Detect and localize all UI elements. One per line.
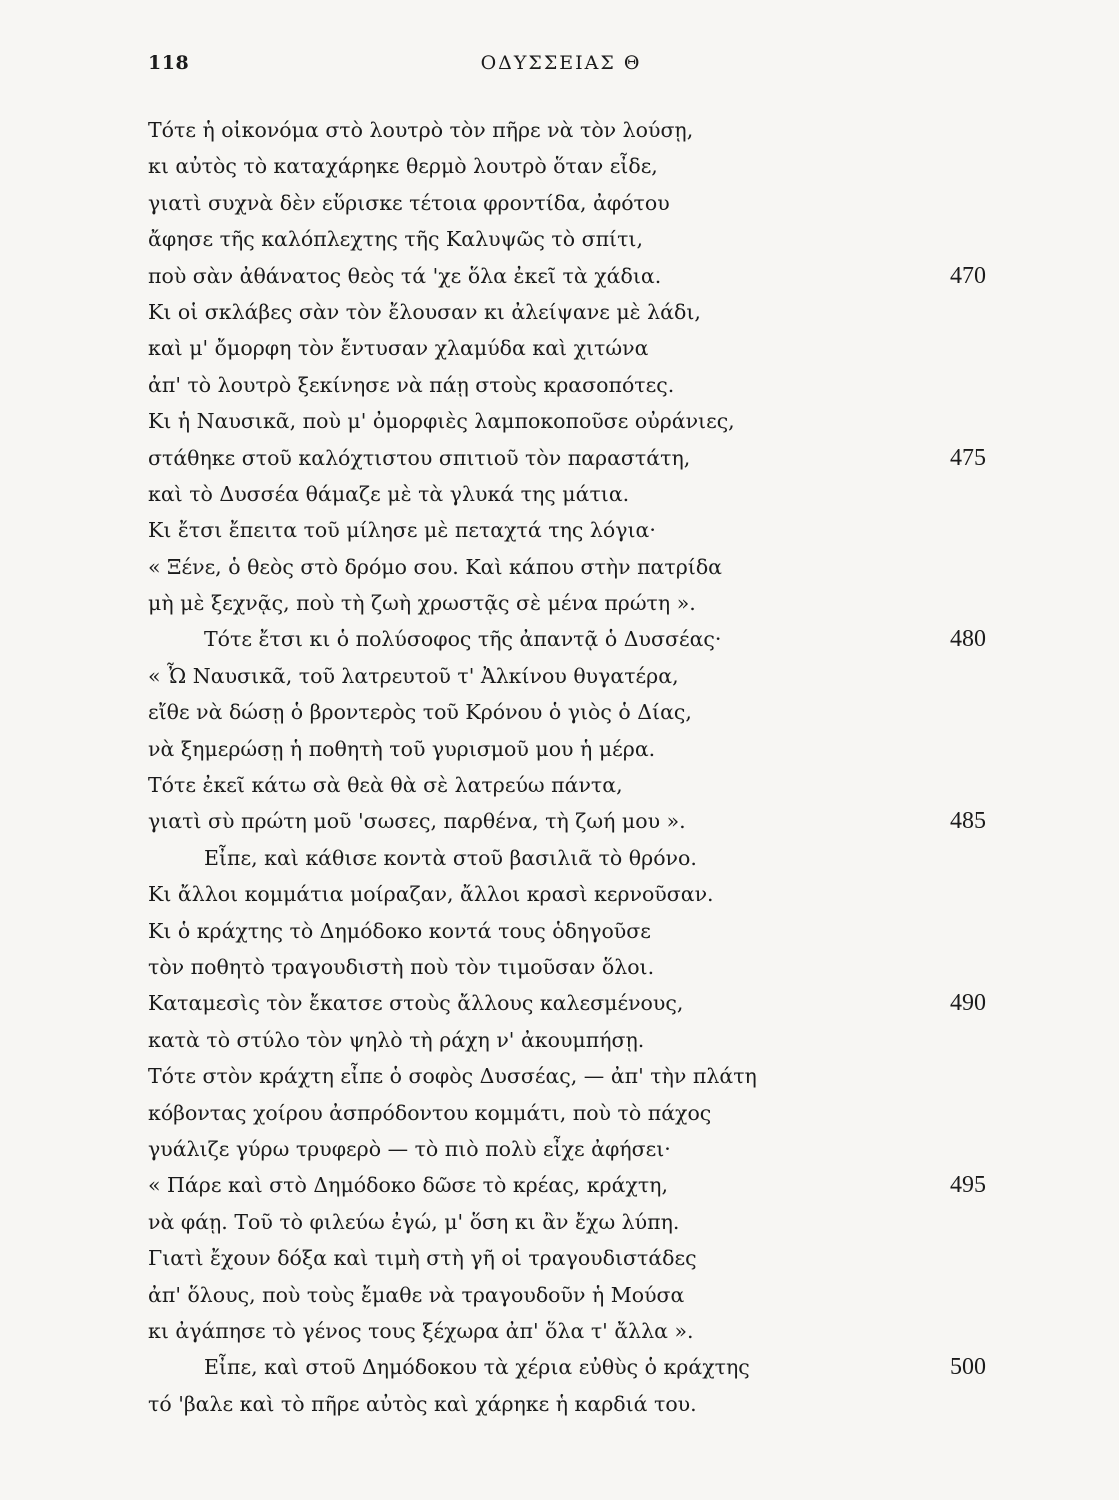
verse-text: κόβοντας χοίρου ἀσπρόδοντου κομμάτι, ποὺ τὸ πάχος <box>148 1100 712 1125</box>
verse-line <box>148 1167 986 1203</box>
verse-text: νὰ φάῃ. Τοῦ τὸ φιλεύω ἐγώ, μ' ὅση κι ἂν ἔχω λύπη. <box>148 1209 680 1234</box>
verse-text: τό 'βαλε καὶ τὸ πῆρε αὐτὸς καὶ χάρηκε ἡ καρδιά του. <box>148 1391 697 1416</box>
verse-text: Καταμεσὶς τὸν ἔκατσε στοὺς ἄλλους καλεσμένους, <box>148 991 684 1016</box>
line-number: 500 <box>950 1354 986 1381</box>
verse-text: ἀπ' ὅλους, ποὺ τοὺς ἔμαθε νὰ τραγουδοῦν ἡ Μούσα <box>148 1282 685 1307</box>
verse-text: τὸν ποθητὸ τραγουδιστὴ ποὺ τὸν τιμοῦσαν ὅλοι. <box>148 954 655 979</box>
verse-text: ἀπ' τὸ λουτρὸ ξεκίνησε νὰ πάῃ στοὺς κρασοπότες. <box>148 372 675 397</box>
verse-line <box>148 1240 986 1276</box>
verse-line <box>148 185 986 221</box>
verse-text: κατὰ τὸ στύλο τὸν ψηλὸ τὴ ράχη ν' ἀκουμπήσῃ. <box>148 1027 645 1052</box>
line-number: 480 <box>950 626 986 653</box>
verse-line <box>148 949 986 985</box>
verse-line <box>148 367 986 403</box>
verse-line <box>148 1022 986 1058</box>
verse-line <box>148 1349 986 1385</box>
verse-text: « Ὦ Ναυσικᾶ, τοῦ λατρευτοῦ τ' Ἀλκίνου θυγατέρα, <box>148 663 679 688</box>
verse-line <box>148 112 986 148</box>
verse-text: ποὺ σὰν ἀθάνατος θεὸς τά 'χε ὅλα ἐκεῖ τὰ χάδια. <box>148 263 662 288</box>
verse-text: Κι ἄλλοι κομμάτια μοίραζαν, ἄλλοι κρασὶ κερνοῦσαν. <box>148 882 714 907</box>
page-number: 118 <box>148 52 190 74</box>
running-title: ΟΔΥΣΣΕΙΑΣ Θ <box>480 52 642 74</box>
line-number: 475 <box>950 444 986 471</box>
verse-line <box>148 913 986 949</box>
verse-text: κι αὐτὸς τὸ καταχάρηκε θερμὸ λουτρὸ ὅταν εἶδε, <box>148 154 658 179</box>
verse-line <box>148 512 986 548</box>
line-number: 485 <box>950 808 986 835</box>
verse-line <box>148 840 986 876</box>
verse-text: Γιατὶ ἔχουν δόξα καὶ τιμὴ στὴ γῆ οἱ τραγουδιστάδες <box>148 1246 697 1271</box>
line-number: 490 <box>950 990 986 1017</box>
verse-text: καὶ μ' ὄμορφη τὸν ἔντυσαν χλαμύδα καὶ χιτώνα <box>148 336 649 361</box>
verse-line <box>148 1386 986 1422</box>
line-number: 470 <box>950 262 986 289</box>
verse-text: Τότε ἐκεῖ κάτω σὰ θεὰ θὰ σὲ λατρεύω πάντα, <box>148 773 623 798</box>
verse-text: κι ἀγάπησε τὸ γένος τους ξέχωρα ἀπ' ὅλα τ' ἄλλα ». <box>148 1318 694 1343</box>
verse-text: γιατὶ συχνὰ δὲν εὕρισκε τέτοια φροντίδα, ἀφότου <box>148 190 670 215</box>
verse-line <box>148 476 986 512</box>
poem-text <box>148 112 986 1422</box>
verse-line <box>148 658 986 694</box>
verse-text: εἴθε νὰ δώσῃ ὁ βροντερὸς τοῦ Κρόνου ὁ γιὸς ὁ Δίας, <box>148 700 692 725</box>
verse-line <box>148 148 986 184</box>
verse-line <box>148 549 986 585</box>
verse-line <box>148 1313 986 1349</box>
verse-text: γιατὶ σὺ πρώτη μοῦ 'σωσες, παρθένα, τὴ ζωή μου ». <box>148 809 686 834</box>
verse-text: « Ξένε, ὁ θεὸς στὸ δρόμο σου. Καὶ κάπου στὴν πατρίδα <box>148 554 723 579</box>
verse-line <box>148 585 986 621</box>
verse-text: γυάλιζε γύρω τρυφερὸ — τὸ πιὸ πολὺ εἶχε ἀφήσει· <box>148 1136 671 1161</box>
verse-text: Κι ἡ Ναυσικᾶ, ποὺ μ' ὀμορφιὲς λαμποκοποῦσε οὐράνιες, <box>148 409 735 434</box>
verse-line <box>148 694 986 730</box>
verse-line <box>148 876 986 912</box>
verse-text: Εἶπε, καὶ κάθισε κοντὰ στοῦ βασιλιᾶ τὸ θρόνο. <box>204 845 697 870</box>
verse-line <box>148 731 986 767</box>
verse-line <box>148 1204 986 1240</box>
verse-text: Τότε στὸν κράχτη εἶπε ὁ σοφὸς Δυσσέας, — ἀπ' τὴν πλάτη <box>148 1064 757 1089</box>
verse-line <box>148 1277 986 1313</box>
verse-text: στάθηκε στοῦ καλόχτιστου σπιτιοῦ τὸν παραστάτη, <box>148 445 691 470</box>
verse-text: Τότε ἔτσι κι ὁ πολύσοφος τῆς ἀπαντᾷ ὁ Δυσσέας· <box>204 627 722 652</box>
verse-line <box>148 985 986 1021</box>
verse-line <box>148 1095 986 1131</box>
verse-line <box>148 258 986 294</box>
verse-line <box>148 440 986 476</box>
verse-text: Τότε ἡ οἰκονόμα στὸ λουτρὸ τὸν πῆρε νὰ τὸν λούσῃ, <box>148 118 694 142</box>
verse-text: Κι ἔτσι ἔπειτα τοῦ μίλησε μὲ πεταχτά της λόγια· <box>148 518 656 543</box>
verse-line <box>148 1058 986 1094</box>
verse-text: « Πάρε καὶ στὸ Δημόδοκο δῶσε τὸ κρέας, κράχτη, <box>148 1173 668 1198</box>
verse-text: Κι ὁ κράχτης τὸ Δημόδοκο κοντά τους ὁδηγοῦσε <box>148 918 651 943</box>
line-number: 495 <box>950 1172 986 1199</box>
verse-text: καὶ τὸ Δυσσέα θάμαζε μὲ τὰ γλυκά της μάτια. <box>148 481 630 506</box>
verse-line <box>148 330 986 366</box>
verse-text: ἄφησε τῆς καλόπλεχτης τῆς Καλυψῶς τὸ σπίτι, <box>148 227 643 252</box>
verse-line <box>148 621 986 657</box>
verse-text: Κι οἱ σκλάβες σὰν τὸν ἔλουσαν κι ἀλείψανε μὲ λάδι, <box>148 299 701 324</box>
verse-line <box>148 803 986 839</box>
verse-text: μὴ μὲ ξεχνᾷς, ποὺ τὴ ζωὴ χρωστᾷς σὲ μένα πρώτη ». <box>148 591 696 616</box>
verse-line <box>148 767 986 803</box>
verse-line <box>148 1131 986 1167</box>
page-header <box>148 52 974 82</box>
verse-line <box>148 221 986 257</box>
verse-text: νὰ ξημερώσῃ ἡ ποθητὴ τοῦ γυρισμοῦ μου ἡ μέρα. <box>148 736 656 761</box>
verse-line <box>148 294 986 330</box>
verse-text: Εἶπε, καὶ στοῦ Δημόδοκου τὰ χέρια εὐθὺς ὁ κράχτης <box>204 1355 750 1380</box>
verse-line <box>148 403 986 439</box>
